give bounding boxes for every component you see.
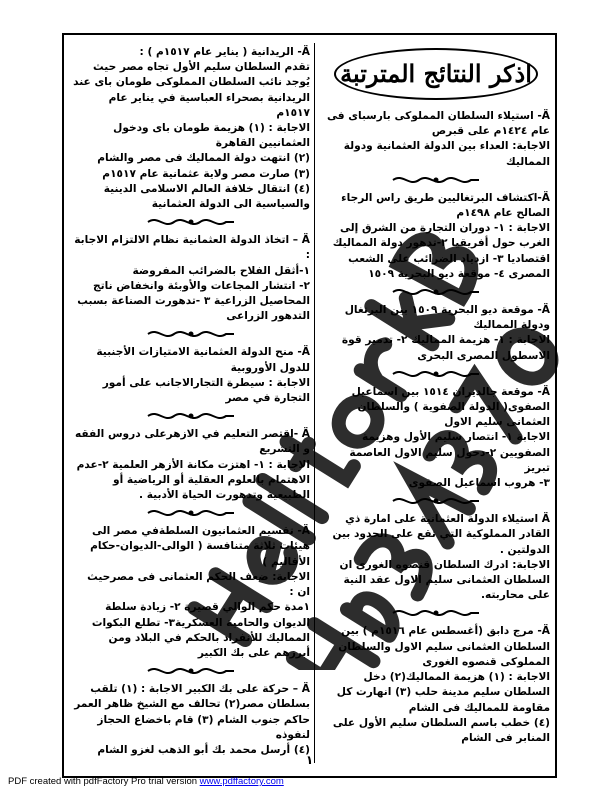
answer-line: ١-أثقل الفلاح بالضرائب المفروضة [132,264,310,277]
section-separator [322,494,550,508]
qa-block [322,191,550,282]
page-frame [62,33,557,778]
qa-block [322,512,550,603]
ornament-divider-icon [146,215,236,229]
answer-line: (٤) أرسل محمد بك أبو الذهب لغزو الشام [97,743,310,756]
answer-line: الاجابة: ادرك السلطان قنصوه الغورى ان السلطان العثمانى سليم الاول عقد النية على محاربته. [339,558,550,602]
answer-line: الاجابة : ١- دوران التجارة من الشرق إلى الغرب حول أفريقيا ٢-تدهور دولة المماليك اقتصاديا ٣- ازدياد الضرائب على الشعب المصرى ٤- موقعة ديو البحرية ١٥٠٩ [332,222,550,280]
section-separator [322,173,550,187]
answer-line: الاجابة : سيطرة التجارالاجانب على أمور التجارة في مصر [102,376,310,405]
answer-line: الاجابة : ١- هزيمة المماليك ٢- تدمير قوة الاسطول المصرى البحرى [341,334,550,362]
qa-block [72,682,310,758]
qa-block [72,45,310,212]
page-number: ١ [305,753,314,767]
ornament-divider-icon [146,409,236,423]
ornament-divider-icon [391,606,481,620]
ornament-divider-icon [391,494,481,508]
column-divider [314,43,315,763]
ornament-divider-icon [146,664,236,678]
answer-line: الاجابة : (١) هزيمة طومان باى ودخول العثمانيين القاهرة [113,122,310,150]
answer-line: (٢) انتهت دولة المماليك فى مصر والشام [97,152,310,165]
question-line: Ä- منح الدولة العثمانية الامتيازات الأجنبية للدول الأوروبية [96,346,310,374]
footer-link[interactable]: www.pdffactory.com [199,776,284,787]
section-separator [72,409,310,423]
qa-block [322,109,550,170]
question-line: Ä استيلاء الدولة العثمانية على امارة ذي القادر المملوكية التي تقع على الحدود بين الدولتين . [332,513,550,556]
title-oval [334,48,538,100]
ornament-divider-icon [146,506,236,520]
qa-block [72,427,310,503]
question-line: Ä- الريدانية ( يناير عام ١٥١٧م ) : [139,46,310,58]
section-separator [72,215,310,229]
qa-block [322,624,550,746]
question-line: Ä – حركة على بك الكبير الاجابة : (١) تلقب بسلطان مصر(٢) تحالف مع الشيخ ظاهر العمر حاكم جنوب الشام (٣) قام باخضاع الحجاز لنفوذه [74,683,310,741]
answer-line: ١مدة حكم الوالي قصيرة ٢- زيادة سلطة الديوان والحامية العسكرية٣- تطلع البكوات المماليك للأنفراد بالحكم في البلاد ومن أبرزهم على بك الكبير [91,601,310,659]
answer-line: الاجابة : ١- اهتزت مكانة الأزهر العلمية ٢-عدم الاهتمام بالعلوم العقلية أو الرياضية أو الطبيعية وتدهورت الحياة الأدبية . [76,458,310,502]
right-column [322,45,550,746]
question-line: Ä- موقعة جالديران ١٥١٤ بين اسماعيل الصفوى( الدولة الصفوية ) والسلطان العثمانى سليم الاول [351,385,550,429]
answer-line: الاجابة: ضعف الحكم العثمانى فى مصرحيث ان : [87,570,310,599]
answer-line: (٤) خطب باسم السلطان سليم الأول على المنابر فى الشام [332,716,550,744]
pdf-footer [8,776,284,787]
answer-line: (٣) صارت مصر ولاية عثمانية عام ١٥١٧م [102,167,310,180]
title-banner [322,45,550,103]
ornament-divider-icon [391,367,481,381]
answer-line: الاجابة : (١) هزيمة المماليك(٢) دخل السلطان سليم مدينة حلب (٣) انهارت كل مقاومة للمماليك فى الشام [336,671,550,714]
ornament-divider-icon [146,327,236,341]
section-separator [322,285,550,299]
page-title: اذكر النتائج المترتبة [340,59,532,89]
section-separator [72,327,310,341]
left-column [72,45,310,758]
section-separator [72,506,310,520]
qa-block [322,385,550,491]
answer-line: (٤) انتقال خلافة العالم الاسلامى الدينية والسياسية الى الدولة العثمانية [103,182,310,211]
answer-line: الاجابة: العداء بين الدولة العثمانية ودولة المماليك [343,140,550,168]
section-separator [322,606,550,620]
question-line: Ä- تقسيم العثمانيون السلطةفي مصر الى هيئات ثلاثة متنافسة ( الوالى-الديوان-حكام الأقاليم ) [90,525,310,568]
question-line: Ä-اكتشاف البرتغاليين طريق راس الرجاء الصالح عام ١٤٩٨م [341,191,550,220]
qa-block [72,524,310,661]
ornament-divider-icon [391,285,481,299]
section-separator [72,664,310,678]
question-line: Ä – اتخاذ الدولة العثمانية نظام الالتزام الاجابة : [74,234,310,262]
question-line: Ä- مرج دابق (أغسطس عام ١٥١٦م ) بين السلطان العثمانى سليم الاول والسلطان المملوكى قنصوه الغورى [338,625,550,668]
answer-line: ٢- انتشار المجاعات والأوبئة وانخفاض ناتج المحاصيل الزراعية ٣ -تدهورت الصناعة بسبب التدهور الزراعى [77,279,310,323]
answer-line: تقدم السلطان سليم الأول تجاه مصر حيث يُوجد نائب السلطان المملوكى طومان باى عند الريدانية بصحراء العباسية في يناير عام ١٥١٧م [73,61,310,119]
qa-block [322,303,550,364]
section-separator [322,367,550,381]
question-line: Ä -اقتصر التعليم في الازهرعلى دروس الفقه و التشريع [74,428,310,456]
qa-block [72,233,310,324]
footer-text: PDF created with pdfFactory Pro trial version [8,776,198,787]
qa-block [72,345,310,406]
answer-line: ٣- هروب اسماعيل الصفوى [408,477,550,490]
question-line: Ä- استيلاء السلطان المملوكى بارسباى فى عام ١٤٢٤م على قبرص [326,110,550,138]
answer-line: الاجابة ١- انتصار سليم الأول وهزيمة الصفويين ٢-دخول سليم الاول العاصمة تبريز [349,431,550,474]
ornament-divider-icon [391,173,481,187]
question-line: Ä- موقعة ديو البحرية ١٥٠٩ بين البرتغال ودولة المماليك [344,304,550,332]
